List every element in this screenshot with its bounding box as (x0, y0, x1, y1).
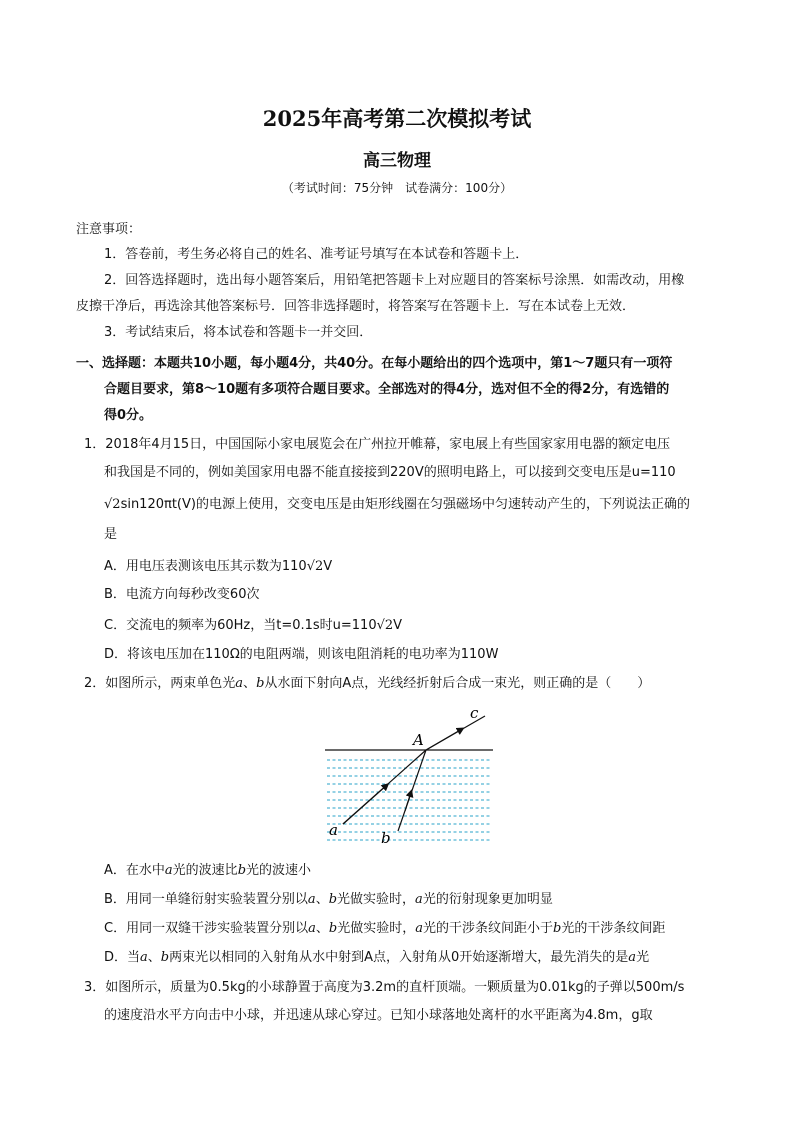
sqrt-2: √2 (306, 559, 324, 574)
exam-subject: 高三物理 (363, 151, 431, 171)
section-1-line-1: 一、选择题：本题共10小题，每小题4分，共40分。在每小题给出的四个选项中，第1～7题只有一项符 (76, 356, 673, 371)
q3-line-2: 的速度沿水平方向击中小球，并迅速从球心穿过。已知小球落地处离杆的水平距离为4.8m，g取 (104, 1008, 653, 1023)
q1-option-c: C．交流电的频率为60Hz，当t=0.1s时u=110√2V (104, 618, 403, 633)
q1-option-b: B．电流方向每秒改变60次 (104, 587, 260, 602)
q2-option-a: A．在水中a光的波速比b光的波速小 (104, 863, 312, 878)
notice-item-2-line-2: 皮擦干净后，再选涂其他答案标号．回答非选择题时，将答案写在答题卡上．写在本试卷上无效． (76, 299, 636, 314)
notice-item-3: 3．考试结束后，将本试卷和答题卡一并交回． (104, 325, 373, 340)
label-A: A (413, 731, 424, 749)
q1-option-d: D．将该电压加在110Ω的电阻两端，则该电阻消耗的电功率为110W (104, 647, 499, 662)
q2-stem: 2．如图所示，两束单色光a、b从水面下射向A点，光线经折射后合成一束光，则正确的是（ ） (84, 676, 651, 691)
exam-title: 2025年高考第二次模拟考试 (262, 106, 532, 131)
q2-option-d: D．当a、b两束光以相同的入射角从水中射到A点，入射角从0开始逐渐增大，最先消失的是a光 (104, 950, 650, 965)
q1-option-a: A．用电压表测该电压其示数为110√2V (104, 559, 333, 574)
sqrt-2: √2 (376, 618, 394, 633)
ray-a-arrow (343, 785, 387, 824)
section-1-line-2: 合题目要求，第8～10题有多项符合题目要求。全部选对的得4分，选对但不全的得2分，有选错的 (104, 382, 670, 397)
notice-item-2-line-1: 2．回答选择题时，选出每小题答案后，用铅笔把答题卡上对应题目的答案标号涂黑．如需改动，用橡 (104, 273, 685, 288)
ray-c-arrow (426, 729, 462, 750)
q3-line-1: 3．如图所示，质量为0.5kg的小球静置于高度为3.2m的直杆顶端。一颗质量为0.01kg的子弹以500m/s (84, 980, 685, 995)
q2-option-c: C．用同一双缝干涉实验装置分别以a、b光做实验时，a光的干涉条纹间距小于b光的干涉条纹间距 (104, 921, 666, 936)
label-b: b (381, 829, 391, 847)
q1-line-2: 和我国是不同的，例如美国家用电器不能直接接到220V的照明电路上，可以接到交变电压是u=110 (104, 465, 676, 480)
q1-line-3: √2sin120πt(V)的电源上使用，交变电压是由矩形线圈在匀强磁场中匀速转动产生的，下列说法正确的 (104, 497, 690, 512)
notice-item-1: 1．答卷前，考生务必将自己的姓名、准考证号填写在本试卷和答题卡上． (104, 247, 529, 262)
q1-line-1: 1．2018年4月15日，中国国际小家电展览会在广州拉开帷幕，家电展上有些国家家用电器的额定电压 (84, 437, 671, 452)
sqrt-2: √2 (104, 497, 121, 512)
label-a: a (329, 821, 338, 839)
exam-info: （考试时间：75分钟 试卷满分：100分） (281, 181, 513, 195)
refraction-figure (325, 700, 500, 848)
q2-option-b: B．用同一单缝衍射实验装置分别以a、b光做实验时，a光的衍射现象更加明显 (104, 892, 553, 907)
label-c: c (470, 704, 479, 722)
q1-line-4: 是 (104, 527, 118, 542)
notice-heading: 注意事项： (76, 222, 142, 237)
section-1-line-3: 得0分。 (104, 408, 153, 423)
